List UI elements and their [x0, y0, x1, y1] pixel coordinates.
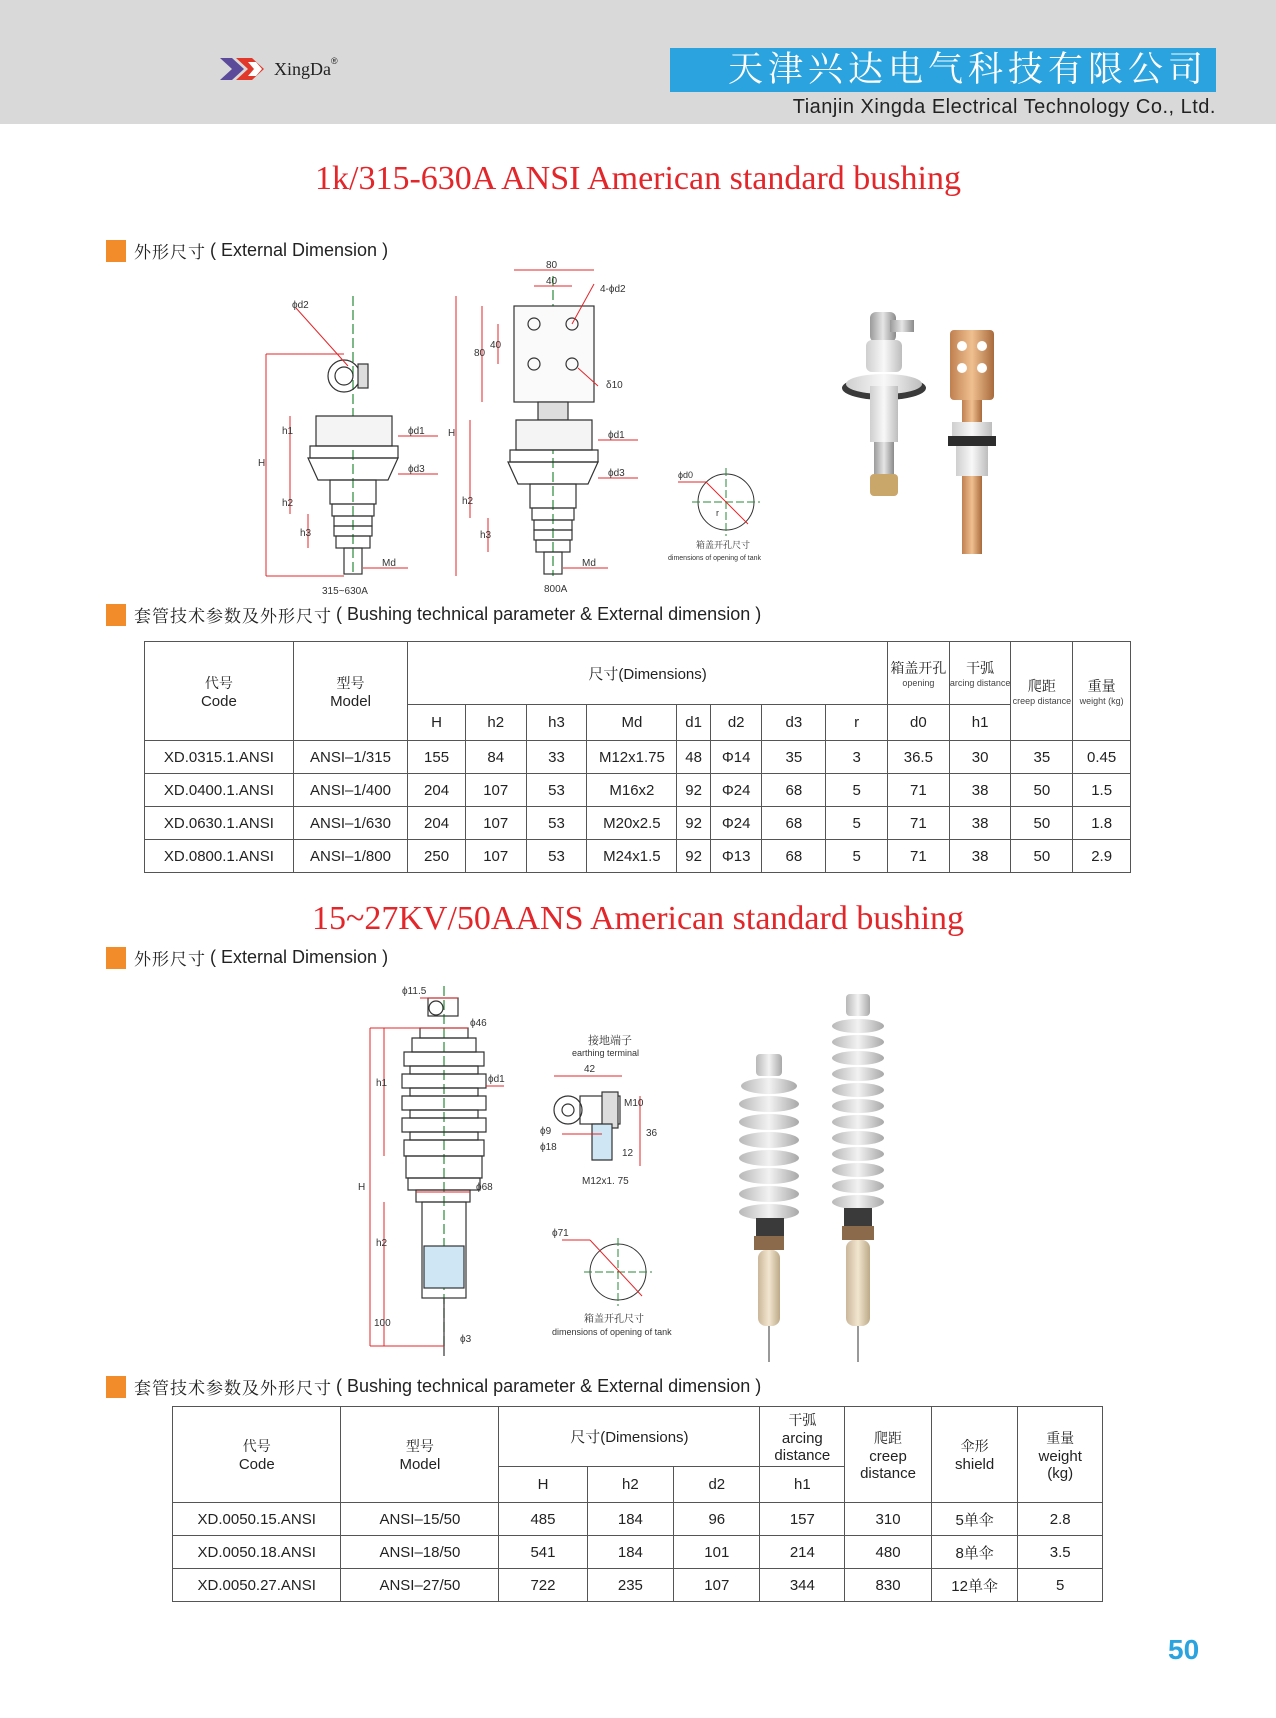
table-cell: XD.0800.1.ANSI: [145, 840, 294, 873]
table-cell: ANSI–1/315: [293, 741, 407, 774]
company-name-en: Tianjin Xingda Electrical Technology Co., Ltd.: [792, 96, 1216, 118]
subcol-header: h1: [760, 1467, 845, 1503]
table-cell: XD.0630.1.ANSI: [145, 807, 294, 840]
dim-label: 40: [490, 340, 502, 351]
table-cell: 35: [762, 741, 826, 774]
table-cell: 310: [845, 1503, 932, 1536]
table-cell: 71: [887, 807, 949, 840]
table-cell: 38: [949, 807, 1011, 840]
param-cn: 套管技术参数及外形尺寸: [134, 607, 332, 627]
table-cell: 2.8: [1018, 1503, 1103, 1536]
dim-label: ϕ11.5: [402, 986, 427, 997]
subcol-header: Md: [587, 705, 677, 741]
param-en: ( Bushing technical parameter & External dimension ): [336, 604, 762, 624]
table-cell: 68: [762, 774, 826, 807]
table-cell: 96: [674, 1503, 760, 1536]
table-cell: 184: [587, 1503, 673, 1536]
dim-label: 42: [584, 1064, 596, 1075]
table-cell: 92: [677, 840, 710, 873]
registered-mark: ®: [331, 56, 338, 66]
table-cell: 5: [826, 840, 888, 873]
bushing-1k-drawing: [248, 256, 808, 606]
dim-label: ϕd3: [408, 464, 425, 475]
table-cell: 5: [1018, 1569, 1103, 1602]
table-cell: 35: [1011, 741, 1073, 774]
table-cell: 485: [499, 1503, 587, 1536]
table-cell: Φ24: [710, 807, 762, 840]
dim-label: ϕ18: [540, 1142, 557, 1153]
col-weight-header: 重量 weight (kg): [1073, 642, 1131, 741]
table-cell: 50: [1011, 840, 1073, 873]
table-row: [145, 807, 1131, 840]
dim-label: h2: [376, 1238, 388, 1249]
dim-label: ϕ68: [476, 1182, 493, 1193]
dim-label: 12: [622, 1148, 634, 1159]
dim-label: δ10: [606, 380, 623, 391]
bushing-1k-photo: [840, 306, 1010, 562]
dim-label: ϕ46: [470, 1018, 487, 1029]
dim-label: h3: [480, 530, 492, 541]
table-cell: 155: [408, 741, 466, 774]
table-cell: 157: [760, 1503, 845, 1536]
table-cell: XD.0050.15.ANSI: [173, 1503, 341, 1536]
col-arcing-header: 干弧 arcing distance: [760, 1407, 845, 1467]
table-cell: 3: [826, 741, 888, 774]
page-number: 50: [1168, 1634, 1200, 1665]
company-name-cn: 天津兴达电气科技有限公司: [727, 50, 1208, 90]
dim-label: 100: [374, 1318, 391, 1329]
table-cell: ANSI–27/50: [341, 1569, 499, 1602]
dim-label: 40: [546, 276, 558, 287]
dim-label: 80: [474, 348, 486, 359]
bushing-27kv-drawing: [340, 976, 720, 1366]
xingda-logo-icon: [218, 56, 270, 82]
table-cell: M16x2: [587, 774, 677, 807]
table-cell: ANSI–1/400: [293, 774, 407, 807]
table-cell: 0.45: [1073, 741, 1131, 774]
subcol-header: H: [408, 705, 466, 741]
dim-label: h2: [462, 496, 474, 507]
col-creep-header: 爬距 creep distance: [845, 1407, 932, 1503]
tank-opening-en: dimensions of opening of tank: [668, 555, 762, 562]
table-cell: 53: [526, 774, 587, 807]
logo: [218, 56, 338, 82]
col-model-header: 型号 Model: [341, 1407, 499, 1503]
table-cell: 53: [526, 807, 587, 840]
table-cell: Φ13: [710, 840, 762, 873]
param-en: ( Bushing technical parameter & External dimension ): [336, 1376, 762, 1396]
tank-opening-en: dimensions of opening of tank: [552, 1327, 672, 1337]
table-cell: 250: [408, 840, 466, 873]
spec-table-27kv: [172, 1406, 1103, 1602]
dim-label: ϕd1: [488, 1074, 505, 1085]
ext-dim-en: ( External Dimension ): [210, 947, 389, 967]
tank-opening-cn: 箱盖开孔尺寸: [696, 541, 751, 551]
col-code-header: 代号 Code: [173, 1407, 341, 1503]
dim-label: ϕd1: [408, 426, 425, 437]
subcol-header: h2: [587, 1467, 673, 1503]
table-cell: 344: [760, 1569, 845, 1602]
orange-square-icon: [106, 604, 126, 626]
orange-square-icon: [106, 240, 126, 262]
table-cell: 1.5: [1073, 774, 1131, 807]
dim-label: ϕ3: [460, 1334, 472, 1345]
section2-title: 15~27KV/50AANS American standard bushing: [311, 900, 965, 937]
dim-label: M10: [624, 1098, 644, 1109]
table-row: [173, 1503, 1103, 1536]
table-cell: 48: [677, 741, 710, 774]
dim-label: h2: [282, 498, 294, 509]
bushing-27kv-photo: [720, 986, 920, 1366]
dim-label: H: [258, 458, 266, 469]
table-cell: 71: [887, 774, 949, 807]
dim-label: ϕd0: [678, 470, 694, 480]
table-row: [173, 1569, 1103, 1602]
subcol-header: d3: [762, 705, 826, 741]
table-cell: 107: [674, 1569, 760, 1602]
table-cell: 68: [762, 807, 826, 840]
param-cn: 套管技术参数及外形尺寸: [134, 1379, 332, 1399]
col-dims-header: 尺寸(Dimensions): [499, 1407, 760, 1467]
table-cell: 33: [526, 741, 587, 774]
table-cell: 71: [887, 840, 949, 873]
drawing-label-left: 315~630A: [322, 586, 368, 597]
orange-square-icon: [106, 1376, 126, 1398]
orange-square-icon: [106, 947, 126, 969]
dim-label: ϕ9: [540, 1126, 552, 1137]
table-cell: 184: [587, 1536, 673, 1569]
table-cell: 36.5: [887, 741, 949, 774]
ext-dim-cn: 外形尺寸: [134, 950, 206, 970]
dim-label: ϕ71: [552, 1228, 569, 1239]
table-cell: XD.0050.18.ANSI: [173, 1536, 341, 1569]
table-cell: ANSI–18/50: [341, 1536, 499, 1569]
table-cell: XD.0400.1.ANSI: [145, 774, 294, 807]
dim-label: M12x1. 75: [582, 1176, 629, 1187]
table-cell: 53: [526, 840, 587, 873]
table-row: [173, 1536, 1103, 1569]
table-cell: 5: [826, 807, 888, 840]
dim-label: ϕd1: [608, 430, 625, 441]
table-cell: 12单伞: [931, 1569, 1018, 1602]
table-cell: 101: [674, 1536, 760, 1569]
subcol-header: d2: [710, 705, 762, 741]
section1-title: 1k/315-630A ANSI American standard bushing: [315, 160, 961, 197]
company-name-cn-box: [670, 48, 1216, 92]
subcol-header: r: [826, 705, 888, 741]
table-cell: 830: [845, 1569, 932, 1602]
table-cell: Φ14: [710, 741, 762, 774]
col-code-header: 代号 Code: [145, 642, 294, 741]
col-creep-header: 爬距 creep distance: [1011, 642, 1073, 741]
subcol-header: d1: [677, 705, 710, 741]
subcol-header: h2: [465, 705, 526, 741]
dim-label: h1: [376, 1078, 388, 1089]
subcol-header: h1: [949, 705, 1011, 741]
table-cell: ANSI–1/630: [293, 807, 407, 840]
earthing-terminal-cn: 接地端子: [588, 1034, 632, 1047]
table-cell: 2.9: [1073, 840, 1131, 873]
col-model-header: 型号 Model: [293, 642, 407, 741]
table-cell: 92: [677, 807, 710, 840]
dim-label: Md: [582, 558, 596, 569]
table-cell: 204: [408, 807, 466, 840]
table-cell: 235: [587, 1569, 673, 1602]
table-cell: XD.0050.27.ANSI: [173, 1569, 341, 1602]
table-cell: 50: [1011, 807, 1073, 840]
table-cell: 107: [465, 840, 526, 873]
table-cell: 8单伞: [931, 1536, 1018, 1569]
table-cell: 722: [499, 1569, 587, 1602]
table-cell: 68: [762, 840, 826, 873]
col-shield-header: 伞形 shield: [931, 1407, 1018, 1503]
table-cell: ANSI–1/800: [293, 840, 407, 873]
table-cell: 541: [499, 1536, 587, 1569]
table-cell: M20x2.5: [587, 807, 677, 840]
table-cell: M24x1.5: [587, 840, 677, 873]
table-cell: 480: [845, 1536, 932, 1569]
table-cell: 5单伞: [931, 1503, 1018, 1536]
dim-label: ϕd2: [292, 300, 309, 311]
drawing-label-right: 800A: [544, 584, 568, 595]
col-arcing-header: 干弧 arcing distance: [949, 642, 1011, 705]
section2-param-heading: [106, 1374, 761, 1399]
table-cell: 30: [949, 741, 1011, 774]
table-cell: 92: [677, 774, 710, 807]
table-cell: 107: [465, 774, 526, 807]
table-cell: 50: [1011, 774, 1073, 807]
col-weight-header: 重量 weight (kg): [1018, 1407, 1103, 1503]
dim-label: Md: [382, 558, 396, 569]
dim-label: 4-ϕd2: [600, 284, 626, 295]
table-cell: 1.8: [1073, 807, 1131, 840]
ext-dim-cn: 外形尺寸: [134, 243, 206, 263]
spec-table-1k: [144, 641, 1131, 873]
table-cell: 38: [949, 840, 1011, 873]
spec-table-1k-body: [145, 741, 1131, 873]
subcol-header: d2: [674, 1467, 760, 1503]
section1-param-heading: [106, 602, 761, 627]
earthing-terminal-en: earthing terminal: [572, 1048, 640, 1058]
dim-label: H: [358, 1182, 366, 1193]
table-row: [145, 741, 1131, 774]
ext-dim-en: ( External Dimension ): [210, 240, 389, 260]
subcol-header: d0: [887, 705, 949, 741]
table-row: [145, 840, 1131, 873]
table-cell: ANSI–15/50: [341, 1503, 499, 1536]
dim-label: 36: [646, 1128, 658, 1139]
dim-label: ϕd3: [608, 468, 625, 479]
table-cell: 204: [408, 774, 466, 807]
table-cell: Φ24: [710, 774, 762, 807]
logo-text: XingDa: [274, 58, 331, 79]
dim-label: H: [448, 428, 456, 439]
table-row: [145, 774, 1131, 807]
dim-label: 80: [546, 260, 558, 271]
table-cell: 3.5: [1018, 1536, 1103, 1569]
dim-label: r: [716, 508, 719, 518]
table-cell: M12x1.75: [587, 741, 677, 774]
table-cell: XD.0315.1.ANSI: [145, 741, 294, 774]
table-cell: 5: [826, 774, 888, 807]
table-cell: 84: [465, 741, 526, 774]
subcol-header: h3: [526, 705, 587, 741]
spec-table-27kv-body: [173, 1503, 1103, 1602]
table-cell: 38: [949, 774, 1011, 807]
subcol-header: H: [499, 1467, 587, 1503]
table-cell: 107: [465, 807, 526, 840]
col-dims-header: 尺寸(Dimensions): [408, 642, 888, 705]
col-opening-header: 箱盖开孔 opening: [887, 642, 949, 705]
table-cell: 214: [760, 1536, 845, 1569]
dim-label: h3: [300, 528, 312, 539]
tank-opening-cn: 箱盖开孔尺寸: [584, 1314, 644, 1325]
section2-ext-dim-heading: [106, 945, 388, 970]
dim-label: h1: [282, 426, 294, 437]
